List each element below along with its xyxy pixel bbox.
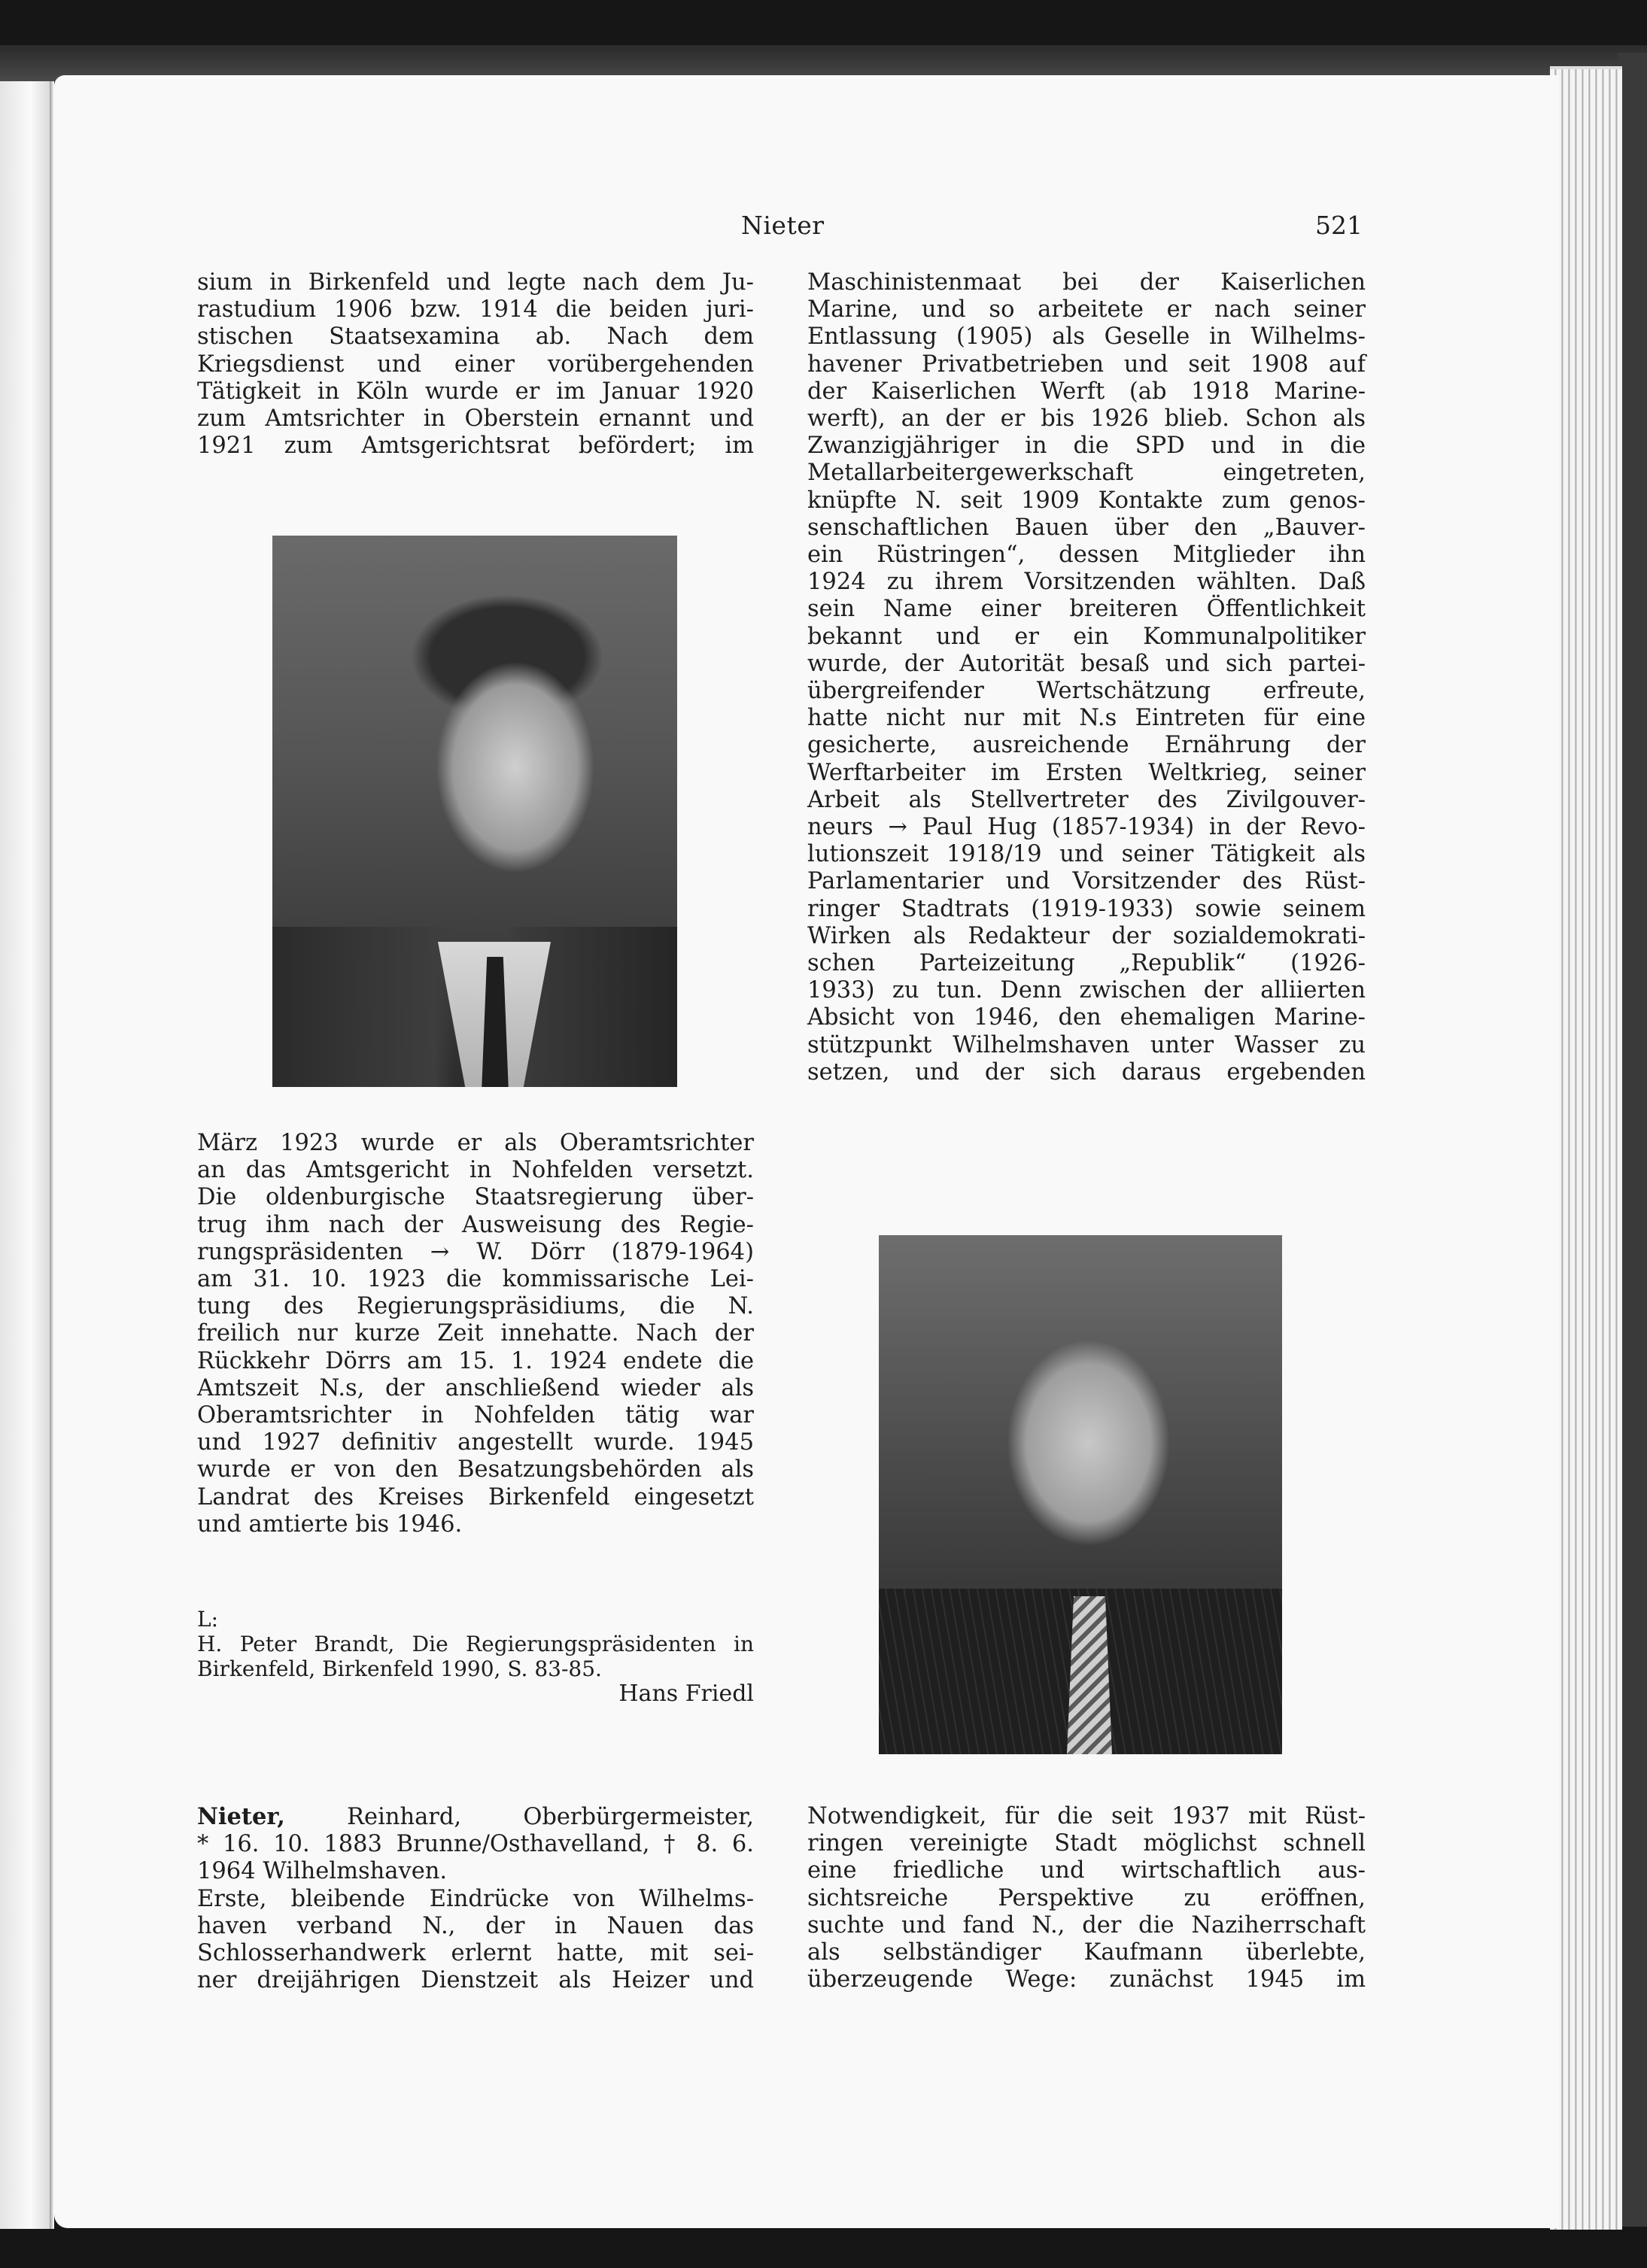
text-line: setzen, und der sich daraus ergebenden [807, 1058, 1366, 1085]
text-line: ein Rüstringen“, dessen Mitglieder ihn [807, 542, 1366, 569]
text-line: März 1923 wurde er als Oberamtsrichter [197, 1130, 754, 1156]
entry-nieter-reinhard [197, 1803, 754, 1994]
text-line: stischen Staatsexamina ab. Nach dem [197, 323, 754, 351]
text-line: Entlassung (1905) als Geselle in Wilhelms- [807, 323, 1366, 351]
text-line: wurde, der Autorität besaß und sich partei- [807, 650, 1366, 677]
text-line: schen Parteizeitung „Republik“ (1926- [807, 950, 1366, 977]
page-number: 521 [1315, 211, 1363, 240]
text-line: überzeugende Wege: zunächst 1945 im [807, 1966, 1366, 1993]
text-line: ringen vereinigte Stadt möglichst schnell [807, 1830, 1366, 1857]
text-line: wurde er von den Besatzungsbehörden als [197, 1456, 754, 1483]
text-line: Tätigkeit in Köln wurde er im Januar 1920 [197, 378, 754, 405]
text-line: ner dreijährigen Dienstzeit als Heizer und [197, 1967, 754, 1994]
text-line: neurs → Paul Hug (1857-1934) in der Revo- [807, 814, 1366, 841]
portrait-photo-left [272, 536, 677, 1087]
facing-page-edge [0, 81, 51, 2229]
literature-section [197, 1607, 754, 1706]
text-line: lutionszeit 1918/19 und seiner Tätigkeit als [807, 841, 1366, 868]
text-line: Kriegsdienst und einer vorübergehenden [197, 351, 754, 378]
text-line: 1924 zu ihrem Vorsitzenden wählten. Daß [807, 569, 1366, 596]
text-line: Absicht von 1946, den ehemaligen Marine- [807, 1004, 1366, 1031]
text-line: sichtsreiche Perspektive zu eröffnen, [807, 1884, 1366, 1911]
text-line: Rückkehr Dörrs am 15. 1. 1924 endete die [197, 1347, 754, 1374]
entry-life-dates: * 16. 10. 1883 Brunne/Osthavelland, † 8. 6. [197, 1831, 754, 1858]
text-line: trug ihm nach der Ausweisung des Regie- [197, 1211, 754, 1238]
text-line: senschaftlichen Bauen über den „Bauver- [807, 514, 1366, 541]
text-line: Schlosserhandwerk erlernt hatte, mit sei- [197, 1940, 754, 1967]
text-line: Die oldenburgische Staatsregierung über- [197, 1184, 754, 1211]
text-line: Marine, und so arbeitete er nach seiner [807, 296, 1366, 323]
entry-life-dates: 1964 Wilhelmshaven. [197, 1858, 448, 1885]
text-line: haven verband N., der in Nauen das [197, 1912, 754, 1939]
text-line: Oberamtsrichter in Nohfelden tätig war [197, 1402, 754, 1429]
text-line: am 31. 10. 1923 die kommissarische Lei- [197, 1266, 754, 1293]
text-line: und amtierte bis 1946. [197, 1510, 463, 1538]
text-line: sium in Birkenfeld und legte nach dem Ju- [197, 269, 754, 296]
text-line: knüpfte N. seit 1909 Kontakte zum genos- [807, 487, 1366, 514]
text-line: sein Name einer breiteren Öffentlichkeit [807, 596, 1366, 623]
text-line: Zwanzigjähriger in die SPD und in die [807, 433, 1366, 460]
text-line: 1921 zum Amtsgerichtsrat befördert; im [197, 433, 754, 460]
text-line: ringer Stadtrats (1919-1933) sowie seinem [807, 895, 1366, 922]
text-line: suchte und fand N., der die Naziherrschaft [807, 1911, 1366, 1939]
entry-name: Nieter, [197, 1803, 285, 1830]
book-gutter [50, 81, 54, 2229]
text-line: Wirken als Redakteur der sozialdemokrati- [807, 922, 1366, 949]
text-line: tung des Regierungspräsidiums, die N. [197, 1293, 754, 1320]
photo-tie [1067, 1596, 1112, 1754]
literature-citation: Birkenfeld, Birkenfeld 1990, S. 83-85. [197, 1656, 602, 1681]
text-line: und 1927 definitiv angestellt wurde. 1945 [197, 1429, 754, 1456]
article-author: Hans Friedl [618, 1681, 754, 1707]
left-column-top-text [197, 269, 754, 460]
text-line: gesicherte, ausreichende Ernährung der [807, 732, 1366, 759]
right-column-top-text [807, 269, 1366, 1086]
running-head-title: Nieter [741, 211, 825, 240]
text-line: Amtszeit N.s, der anschließend wieder als [197, 1374, 754, 1401]
portrait-photo-right [879, 1235, 1282, 1754]
text-line: 1933) zu tun. Denn zwischen der alliierten [807, 977, 1366, 1004]
text-line: stützpunkt Wilhelmshaven unter Wasser zu [807, 1031, 1366, 1058]
text-line: Metallarbeitergewerkschaft eingetreten, [807, 460, 1366, 487]
entry-heading-rest: Reinhard, Oberbürgermeister, [347, 1804, 754, 1830]
text-line: hatte nicht nur mit N.s Eintreten für eine [807, 705, 1366, 732]
right-column-bottom-text [807, 1803, 1366, 1993]
text-line: rastudium 1906 bzw. 1914 die beiden juri- [197, 296, 754, 323]
page-stack-edges [1550, 66, 1622, 2230]
literature-citation: H. Peter Brandt, Die Regierungspräsidenten in [197, 1632, 754, 1656]
text-line: Landrat des Kreises Birkenfeld eingesetzt [197, 1483, 754, 1510]
text-line: Erste, bleibende Eindrücke von Wilhelms- [197, 1885, 754, 1912]
text-line: als selbständiger Kaufmann überlebte, [807, 1939, 1366, 1966]
text-line: Arbeit als Stellvertreter des Zivilgouver- [807, 786, 1366, 813]
text-line: rungspräsidenten → W. Dörr (1879-1964) [197, 1238, 754, 1265]
text-line: Notwendigkeit, für die seit 1937 mit Rüst- [807, 1803, 1366, 1829]
entry-heading [197, 1803, 754, 1831]
text-line: Werftarbeiter im Ersten Weltkrieg, seiner [807, 759, 1366, 786]
text-line: Parlamentarier und Vorsitzender des Rüst- [807, 868, 1366, 895]
text-line: an das Amtsgericht in Nohfelden versetzt. [197, 1157, 754, 1184]
text-line: havener Privatbetrieben und seit 1908 auf [807, 351, 1366, 378]
text-line: werft), an der er bis 1926 blieb. Schon als [807, 405, 1366, 433]
text-line: eine friedliche und wirtschaftlich aus- [807, 1857, 1366, 1884]
text-line: freilich nur kurze Zeit innehatte. Nach der [197, 1320, 754, 1347]
text-line: Maschinistenmaat bei der Kaiserlichen [807, 269, 1366, 296]
left-column-middle-text [197, 1130, 754, 1538]
text-line: zum Amtsrichter in Oberstein ernannt und [197, 405, 754, 433]
text-line: übergreifender Wertschätzung erfreute, [807, 678, 1366, 705]
text-line: der Kaiserlichen Werft (ab 1918 Marine- [807, 378, 1366, 405]
text-line: bekannt und er ein Kommunalpolitiker [807, 623, 1366, 650]
literature-label: L: [197, 1607, 219, 1632]
